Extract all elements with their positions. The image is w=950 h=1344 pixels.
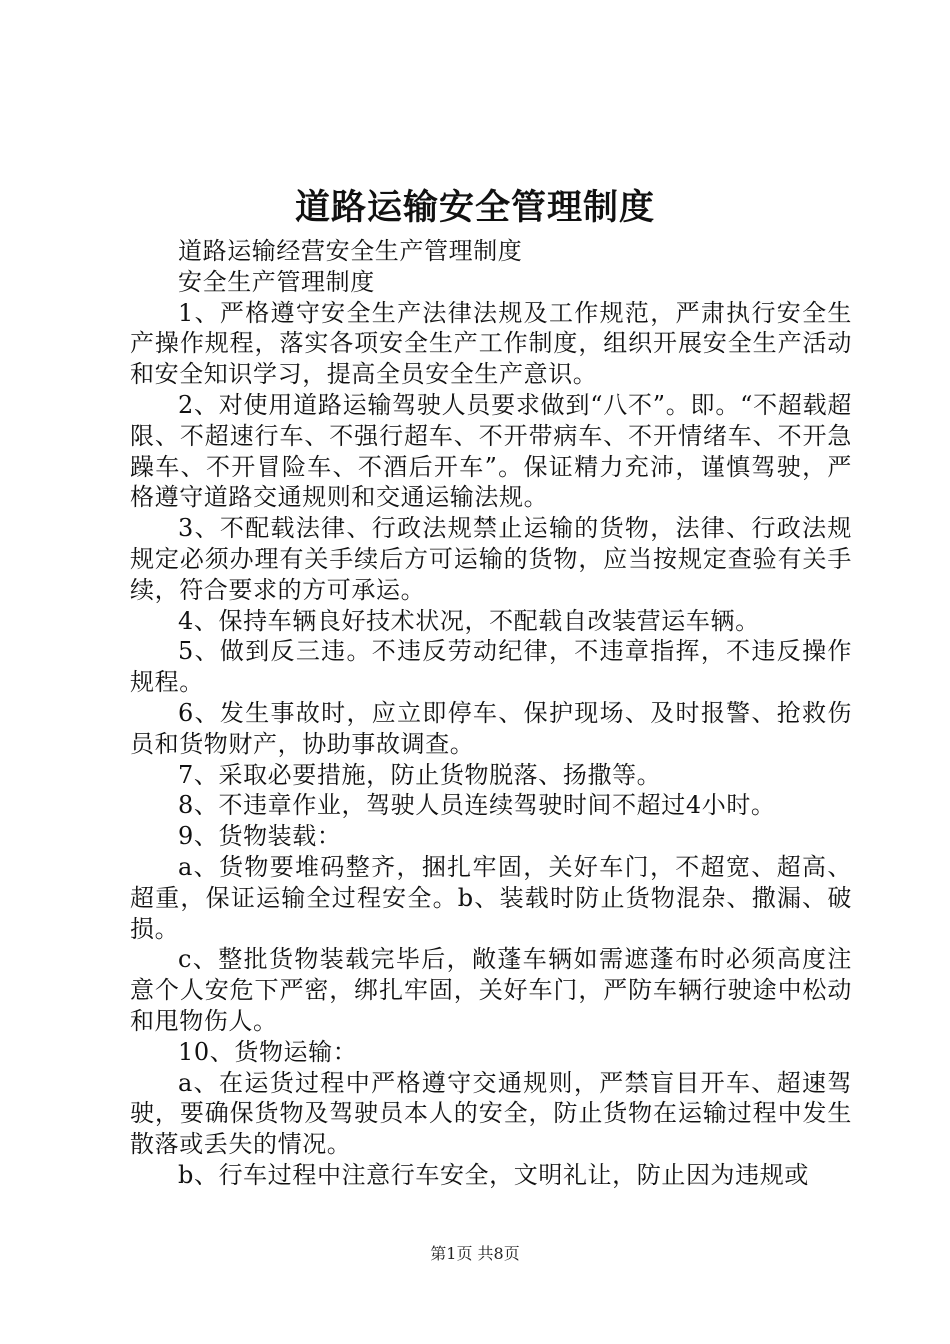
paragraph: 10、货物运输： bbox=[178, 1037, 358, 1066]
paragraph: 8、不违章作业，驾驶人员连续驾驶时间不超过4小时。 bbox=[178, 791, 776, 820]
paragraph: 7、采取必要措施，防止货物脱落、扬撒等。 bbox=[178, 760, 662, 789]
paragraph: 1、严格遵守安全生产法律法规及工作规范，严肃执行安全生产操作规程，落实各项安全生产工作制度，组织开展安全生产活动和安全知识学习，提高全员安全生产意识。 bbox=[130, 298, 852, 389]
paragraph: 5、做到反三违。不违反劳动纪律，不违章指挥，不违反操作规程。 bbox=[130, 637, 852, 697]
paragraph: b、行车过程中注意行车安全，文明礼让，防止因为违规或 bbox=[178, 1160, 809, 1189]
paragraph: 安全生产管理制度 bbox=[178, 267, 375, 296]
paragraph: a、在运货过程中严格遵守交通规则，严禁盲目开车、超速驾驶，要确保货物及驾驶员本人的安全，防止货物在运输过程中发生散落或丢失的情况。 bbox=[130, 1068, 852, 1159]
paragraph: 4、保持车辆良好技术状况，不配载自改装营运车辆。 bbox=[178, 606, 760, 635]
paragraph: a、货物要堆码整齐，捆扎牢固，关好车门，不超宽、超高、超重，保证运输全过程安全。b、装载时防止货物混杂、撒漏、破损。 bbox=[130, 852, 852, 943]
paragraph: 6、发生事故时，应立即停车、保护现场、及时报警、抢救伤员和货物财产，协助事故调查。 bbox=[130, 698, 852, 758]
paragraph: c、整批货物装载完毕后，敞蓬车辆如需遮蓬布时必须高度注意个人安危下严密，绑扎牢固，关好车门，严防车辆行驶途中松动和甩物伤人。 bbox=[130, 945, 852, 1035]
document-body bbox=[130, 236, 852, 1191]
document-title: 道路运输安全管理制度 bbox=[294, 187, 655, 228]
paragraph: 道路运输经营安全生产管理制度 bbox=[178, 237, 523, 265]
paragraph: 2、对使用道路运输驾驶人员要求做到“八不”。即。“不超载超限、不超速行车、不强行超车、不开带病车、不开情绪车、不开急躁车、不开冒险车、不酒后开车”。保证精力充沛，谨慎驾驶，严格遵守道路交通规则和交通运输法规。 bbox=[130, 390, 852, 512]
page-footer: 第1页 共8页 bbox=[430, 1244, 520, 1263]
paragraph: 9、货物装载： bbox=[178, 822, 342, 851]
paragraph: 3、不配载法律、行政法规禁止运输的货物，法律、行政法规规定必须办理有关手续后方可运输的货物，应当按规定查验有关手续，符合要求的方可承运。 bbox=[130, 514, 852, 604]
